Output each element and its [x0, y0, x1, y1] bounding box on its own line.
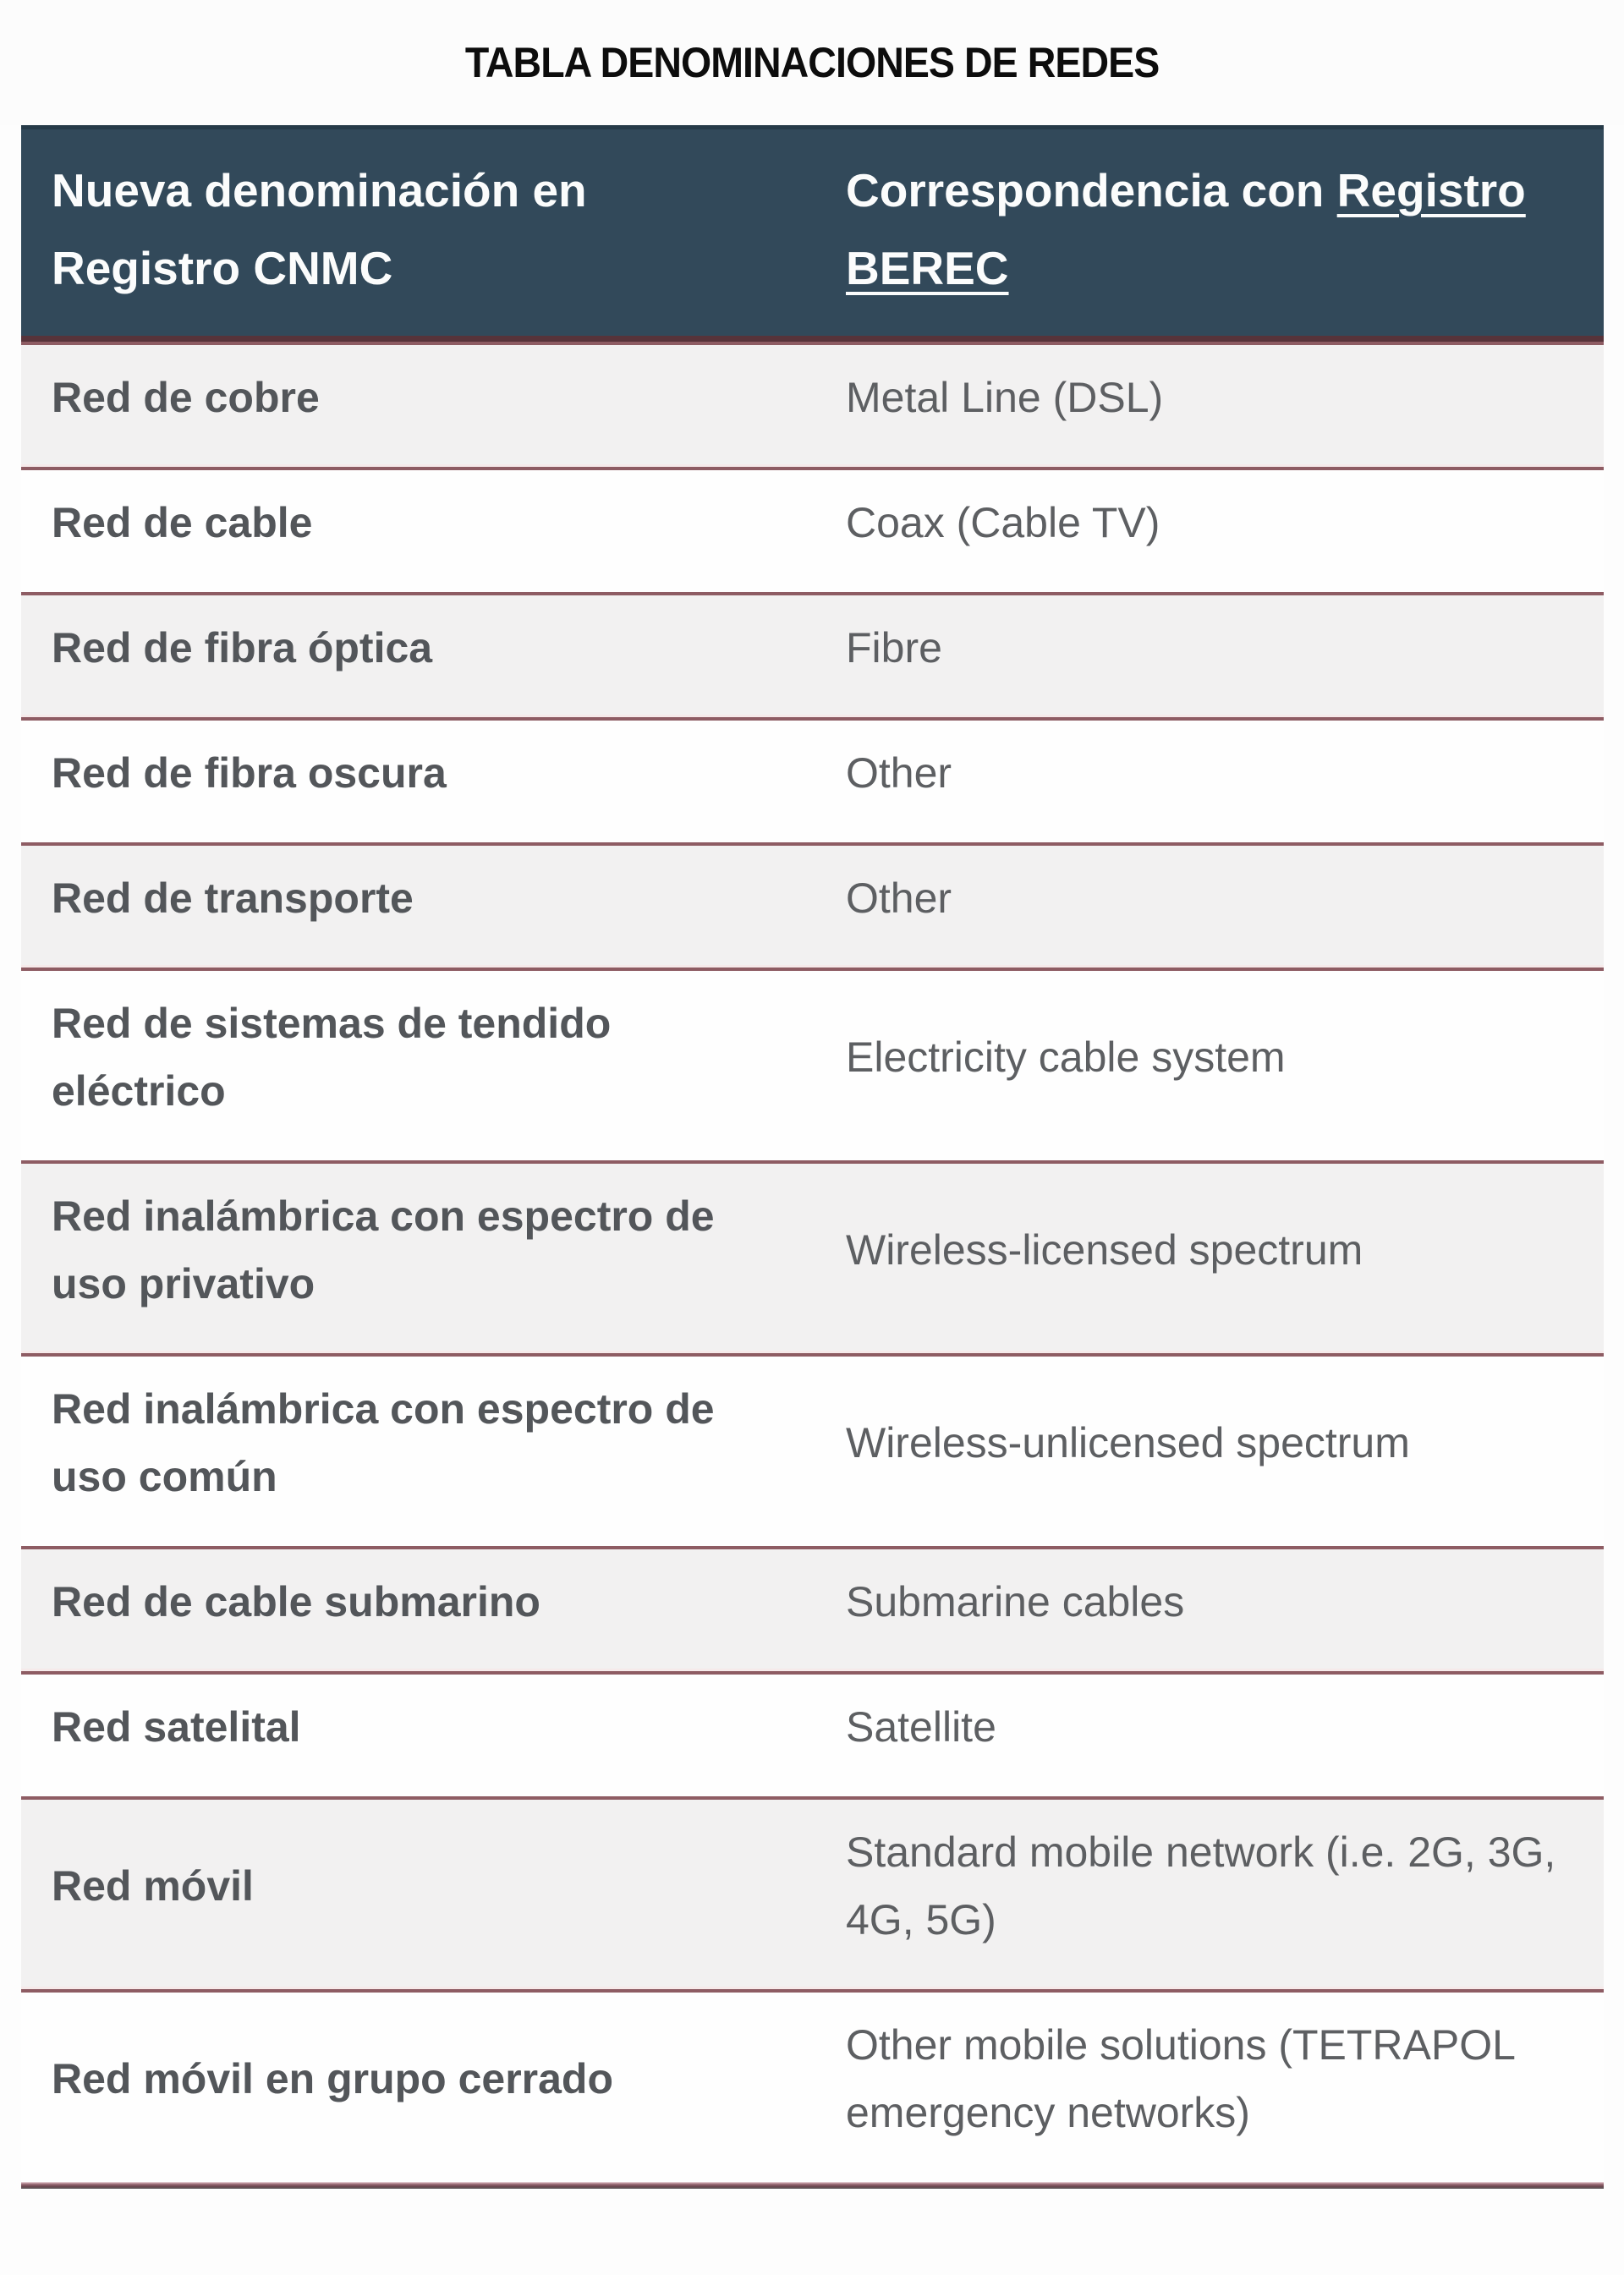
- header-cell-berec: [816, 129, 1604, 336]
- table-row: [21, 592, 1604, 717]
- table-row: [21, 1160, 1604, 1353]
- registro-berec-link[interactable]: Registro BEREC: [846, 164, 1526, 294]
- cnmc-cell: Red de transporte: [52, 874, 414, 922]
- berec-cell: Submarine cables: [846, 1578, 1185, 1625]
- table-row: [21, 1989, 1604, 2182]
- table-row: [21, 717, 1604, 842]
- page-title: TABLA DENOMINACIONES DE REDES: [464, 39, 1160, 86]
- berec-cell: Other: [846, 749, 952, 797]
- berec-cell: Standard mobile network (i.e. 2G, 3G, 4G, 5G): [846, 1828, 1556, 1943]
- table-row: [21, 342, 1604, 467]
- network-denominations-table: [21, 125, 1604, 2189]
- cnmc-cell: Red de cable: [52, 499, 313, 546]
- cnmc-cell: Red de cobre: [52, 374, 320, 421]
- cnmc-cell: Red móvil: [52, 1862, 254, 1910]
- table-header-row: [21, 125, 1604, 342]
- cnmc-cell: Red inalámbrica con espectro de uso común: [52, 1385, 715, 1500]
- berec-cell: Electricity cable system: [846, 1033, 1286, 1081]
- cnmc-cell: Red móvil en grupo cerrado: [52, 2055, 614, 2102]
- berec-cell: Other: [846, 874, 952, 922]
- header-cell-cnmc: Nueva denominación en Registro CNMC: [52, 164, 587, 294]
- table-row: [21, 467, 1604, 592]
- cnmc-cell: Red de cable submarino: [52, 1578, 540, 1625]
- berec-cell: Wireless-licensed spectrum: [846, 1226, 1363, 1274]
- berec-cell: Coax (Cable TV): [846, 499, 1160, 546]
- title-bar: [0, 0, 1624, 125]
- header-berec-prefix: Correspondencia con: [846, 164, 1337, 217]
- berec-cell: Metal Line (DSL): [846, 374, 1164, 421]
- berec-cell: Fibre: [846, 624, 942, 672]
- cnmc-cell: Red de sistemas de tendido eléctrico: [52, 1000, 612, 1115]
- table-row: [21, 1546, 1604, 1671]
- berec-cell: Wireless-unlicensed spectrum: [846, 1419, 1410, 1466]
- berec-cell: Satellite: [846, 1703, 996, 1751]
- table-row: [21, 842, 1604, 968]
- cnmc-cell: Red de fibra oscura: [52, 749, 447, 797]
- table-row: [21, 1353, 1604, 1546]
- cnmc-cell: Red de fibra óptica: [52, 624, 433, 672]
- table-row: [21, 1671, 1604, 1796]
- table-row: [21, 1796, 1604, 1989]
- cnmc-cell: Red satelital: [52, 1703, 301, 1751]
- cnmc-cell: Red inalámbrica con espectro de uso privativo: [52, 1192, 715, 1307]
- table-bottom-border: [21, 2182, 1604, 2189]
- berec-cell: Other mobile solutions (TETRAPOL emergency networks): [846, 2021, 1515, 2136]
- table-row: [21, 968, 1604, 1160]
